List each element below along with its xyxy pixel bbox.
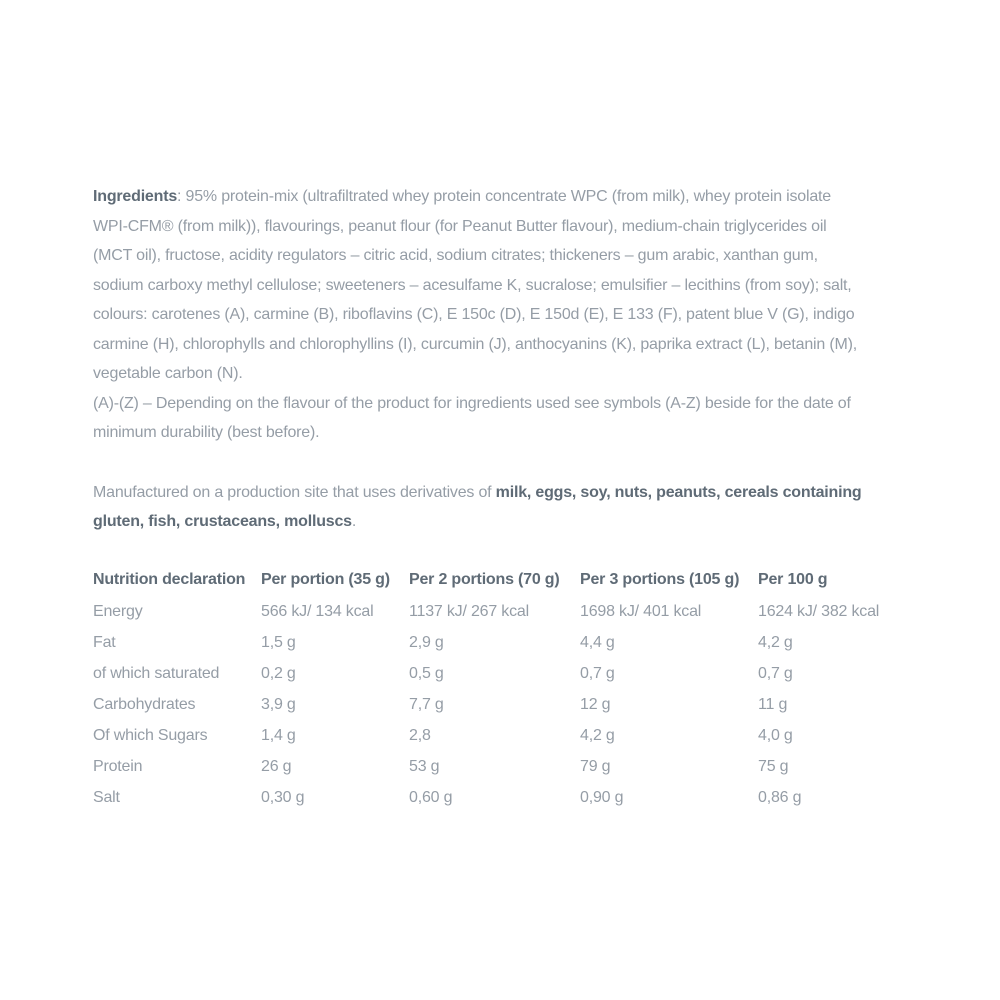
cell-value: 7,7 g (409, 696, 444, 713)
ingredients-line: sodium carboxy methyl cellulose; sweeteners – acesulfame K, sucralose; emulsifier – lecithins (from soy); salt, (93, 276, 852, 294)
column-header: Per 100 g (758, 570, 828, 588)
table-row-protein (93, 752, 906, 783)
cell-value: 0,60 g (409, 789, 453, 806)
cell-value: 0,5 g (409, 665, 444, 682)
ingredients-paragraph (93, 182, 906, 448)
allergen-prefix: Manufactured on a production site that uses derivatives of (93, 483, 496, 501)
cell-value: 1137 kJ/ 267 kcal (409, 603, 529, 620)
ingredients-line: carmine (H), chlorophylls and chlorophyllins (I), curcumin (J), anthocyanins (K), paprika extract (L), betanin (M), (93, 335, 857, 353)
cell-value: 1698 kJ/ 401 kcal (580, 603, 702, 620)
cell-value: 4,4 g (580, 634, 615, 651)
row-label: Fat (93, 634, 116, 651)
cell-value: 11 g (758, 696, 788, 713)
cell-value: 0,7 g (580, 665, 615, 682)
allergen-paragraph (93, 478, 906, 537)
table-header-row (93, 563, 906, 597)
table-row-fat (93, 628, 906, 659)
cell-value: 12 g (580, 696, 611, 713)
cell-value: 53 g (409, 758, 440, 775)
cell-value: 4,2 g (758, 634, 793, 651)
nutrition-table (93, 563, 906, 814)
row-label: Protein (93, 758, 143, 775)
column-header: Per portion (35 g) (261, 570, 390, 588)
cell-value: 0,30 g (261, 789, 305, 806)
ingredients-line: vegetable carbon (N). (93, 365, 243, 382)
column-header: Nutrition declaration (93, 570, 246, 588)
table-row-saturated (93, 659, 906, 690)
row-label: Of which Sugars (93, 727, 208, 744)
flavour-symbols-note: (A)-(Z) – Depending on the flavour of the product for ingredients used see symbols (A-Z) beside for the date of (93, 394, 851, 412)
ingredients-line (93, 182, 906, 212)
row-label: Carbohydrates (93, 696, 196, 713)
cell-value: 79 g (580, 758, 611, 775)
table-row-energy (93, 597, 906, 628)
cell-value: 0,90 g (580, 789, 624, 806)
row-label: Energy (93, 603, 143, 620)
ingredients-line: colours: carotenes (A), carmine (B), riboflavins (C), E 150c (D), E 150d (E), E 133 (F), patent blue V (G), indigo (93, 306, 855, 323)
cell-value: 566 kJ/ 134 kcal (261, 603, 374, 620)
column-header: Per 2 portions (70 g) (409, 570, 560, 588)
cell-value: 2,8 (409, 727, 431, 744)
cell-value: 1624 kJ/ 382 kcal (758, 603, 880, 620)
row-label: Salt (93, 789, 120, 806)
flavour-symbols-note: minimum durability (best before). (93, 424, 320, 441)
ingredients-label: Ingredients (93, 188, 178, 205)
cell-value: 3,9 g (261, 696, 296, 713)
cell-value: 75 g (758, 758, 789, 775)
cell-value: 0,7 g (758, 665, 793, 682)
table-row-carbohydrates (93, 690, 906, 721)
allergen-list: gluten, fish, crustaceans, molluscs (93, 513, 352, 530)
table-row-salt (93, 783, 906, 814)
allergen-line (93, 478, 906, 508)
allergen-line (93, 507, 906, 537)
cell-value: 0,86 g (758, 789, 802, 806)
ingredients-line: (MCT oil), fructose, acidity regulators – citric acid, sodium citrates; thickeners – gum arabic, xanthan gum, (93, 247, 818, 264)
cell-value: 4,0 g (758, 727, 793, 744)
ingredients-text: : 95% protein-mix (ultrafiltrated whey protein concentrate WPC (from milk), whey protein isolate (177, 188, 831, 205)
cell-value: 1,4 g (261, 727, 296, 744)
cell-value: 4,2 g (580, 727, 615, 744)
allergen-suffix: . (351, 513, 357, 530)
allergen-list: milk, eggs, soy, nuts, peanuts, cereals containing (495, 483, 862, 501)
cell-value: 26 g (261, 758, 292, 775)
column-header: Per 3 portions (105 g) (580, 570, 740, 588)
table-row-sugars (93, 721, 906, 752)
row-label: of which saturated (93, 665, 220, 682)
cell-value: 0,2 g (261, 665, 296, 682)
ingredients-line: WPI-CFM® (from milk)), flavourings, peanut flour (for Peanut Butter flavour), medium-chain triglycerides oil (93, 217, 827, 235)
cell-value: 1,5 g (261, 634, 296, 651)
cell-value: 2,9 g (409, 634, 444, 651)
